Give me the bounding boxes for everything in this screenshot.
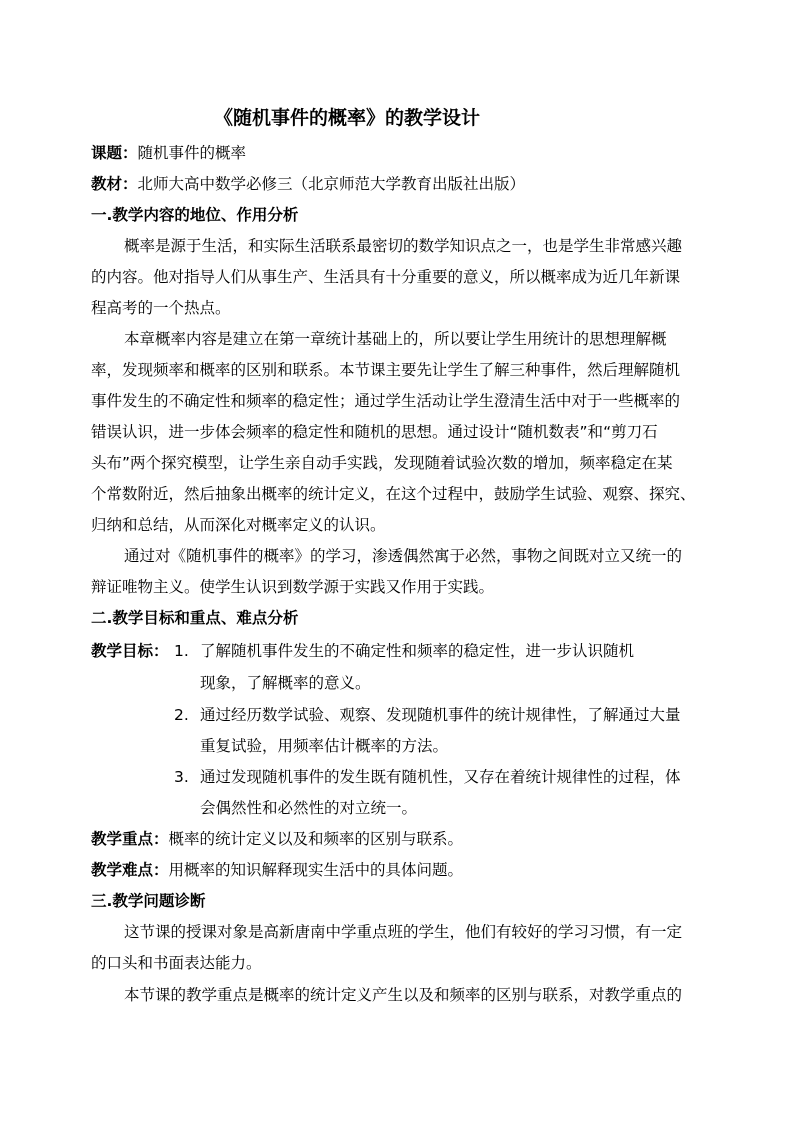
goal-text-continued: 会偶然性和必然性的对立统一。 [200,799,418,817]
difficulty-value: 用概率的知识解释现实生活中的具体问题。 [168,861,464,879]
paragraph-line: 率，发现频率和概率的区别和联系。本节课主要先让学生了解三种事件，然后理解随机 [91,361,681,379]
goal-text: 通过发现随机事件的发生既有随机性，又存在着统计规律性的过程，体 [200,768,681,786]
key-point-label: 教学重点： [91,830,169,848]
paragraph-line: 头布”两个探究模型，让学生亲自动手实践，发现随着试验次数的增加，频率稳定在某 [91,454,673,472]
paragraph-line: 通过对《随机事件的概率》的学习，渗透偶然寓于必然，事物之间既对立又统一的 [124,547,683,565]
subject-line [91,143,246,163]
paragraph-line: 错误认识，进一步体会频率的稳定性和随机的思想。通过设计“随机数表”和“剪刀石 [91,423,658,441]
paragraph-line: 程高考的一个热点。 [91,299,231,317]
goal-text-continued: 重复试验，用频率估计概率的方法。 [200,737,449,755]
goal-item [174,767,681,787]
key-point-value: 概率的统计定义以及和频率的区别与联系。 [168,830,464,848]
goal-number: 3. [174,768,189,786]
section-heading: 二.教学目标和重点、难点分析 [91,609,299,627]
paragraph-line: 辩证唯物主义。使学生认识到数学源于实践又作用于实践。 [91,578,495,596]
goal-number: 1. [174,642,189,660]
paragraph-line: 的口头和书面表达能力。 [91,954,262,972]
subject-label: 课题： [91,144,138,162]
difficulty-label: 教学难点： [91,861,169,879]
goal-item [174,641,634,661]
paragraph-line: 这节课的授课对象是高新唐南中学重点班的学生，他们有较好的学习习惯，有一定 [124,923,683,941]
subject-value: 随机事件的概率 [137,144,247,162]
paragraph-line: 归纳和总结，从而深化对概率定义的认识。 [91,516,386,534]
textbook-label: 教材： [91,175,138,193]
section-heading: 三.教学问题诊断 [91,892,206,910]
paragraph-line: 本节课的教学重点是概率的统计定义产生以及和频率的区别与联系，对教学重点的 [124,986,683,1004]
goal-item [174,705,681,725]
paragraph-line: 事件发生的不确定性和频率的稳定性；通过学生活动让学生澄清生活中对于一些概率的 [91,392,681,410]
goal-text: 了解随机事件发生的不确定性和频率的稳定性，进一步认识随机 [200,642,635,660]
paragraph-line: 的内容。他对指导人们从事生产、生活具有十分重要的意义，所以概率成为近几年新课 [91,268,681,286]
goal-number: 2. [174,706,189,724]
paragraph-line: 个常数附近，然后抽象出概率的统计定义，在这个过程中，鼓励学生试验、观察、探究、 [91,485,696,503]
difficulty-line [91,860,463,880]
paragraph-line: 概率是源于生活，和实际生活联系最密切的数学知识点之一，也是学生非常感兴趣 [124,237,683,255]
goal-text-continued: 现象，了解概率的意义。 [200,674,371,692]
key-point-line [91,829,463,849]
textbook-line [91,174,525,194]
document-title: 《随机事件的概率》的教学设计 [214,107,481,129]
goals-label: 教学目标： [91,642,169,660]
textbook-value: 北师大高中数学必修三（北京师范大学教育出版社出版） [137,175,526,193]
section-heading: 一.教学内容的地位、作用分析 [91,206,299,224]
goal-text: 通过经历数学试验、观察、发现随机事件的统计规律性，了解通过大量 [200,706,681,724]
paragraph-line: 本章概率内容是建立在第一章统计基础上的，所以要让学生用统计的思想理解概 [124,330,667,348]
